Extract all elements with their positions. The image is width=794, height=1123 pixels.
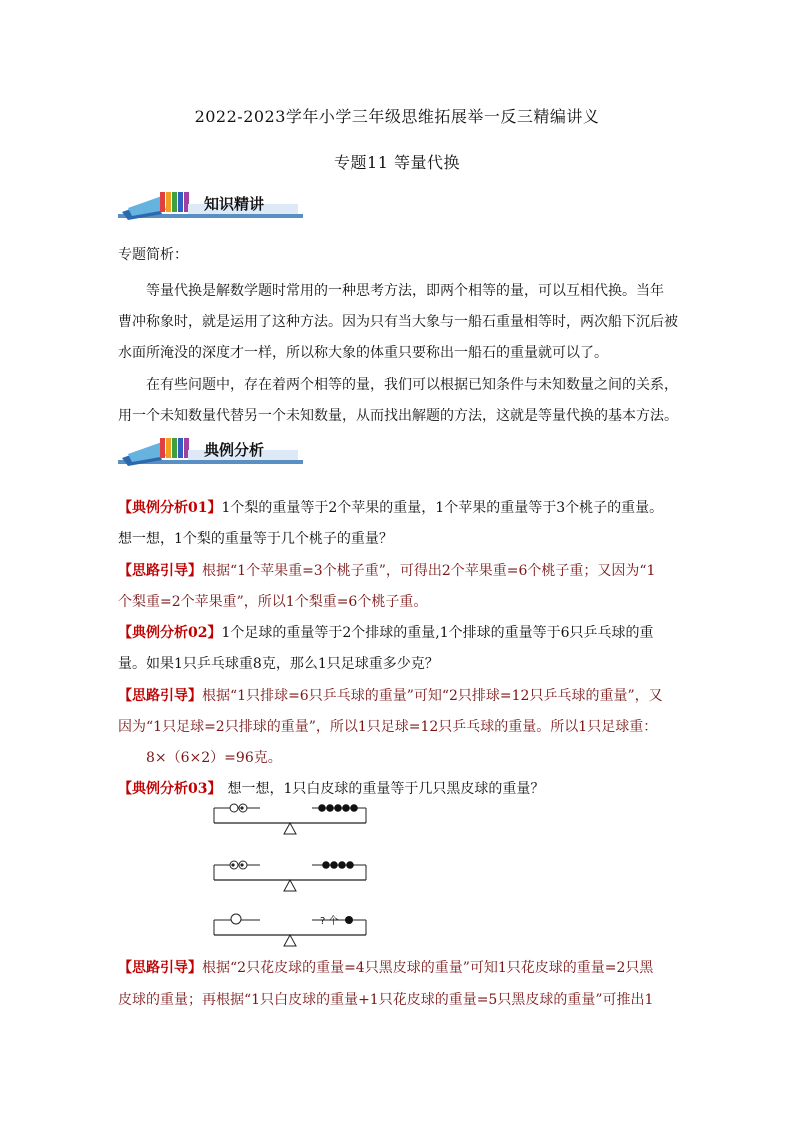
example2-hint1: 根据“1只排球=6只乒乓球的重量”可知“2只排球=12只乒乓球的重量”，又: [202, 688, 663, 704]
example2-hint-tag: 【思路引导】: [118, 688, 202, 704]
example1-hint-line1: [118, 556, 688, 586]
example2-tag: 【典例分析02】: [118, 625, 222, 641]
example3-question: [118, 774, 688, 804]
example3-hint1: 根据“2只花皮球的重量=4只黑皮球的重量”可知1只花皮球的重量=2只黑: [202, 960, 654, 976]
example1-hint-line2: 个梨重=2个苹果重”，所以1个梨重=6个桃子重。: [118, 594, 428, 610]
example1-hint1: 根据“1个苹果重=3个桃子重”，可得出2个苹果重=6个桃子重；又因为“1: [202, 563, 656, 579]
example1-question-line2: 想一想，1个梨的重量等于几个桃子的重量？: [118, 531, 393, 547]
doc-title: 2022-2023学年小学三年级思维拓展举一反三精编讲义: [194, 107, 600, 126]
black-ball-icon: [334, 804, 342, 812]
example2-question-line2: 量。如果1只乒乓球重8克，那么1只足球重多少克？: [118, 656, 439, 672]
section-banner-knowledge: [118, 190, 308, 224]
section-label-knowledge: 知识精讲: [204, 195, 265, 213]
black-ball-icon: [338, 861, 346, 869]
para1-line3: 水面所淹没的深度才一样，所以称大象的体重只要称出一船石的重量就可以了。: [118, 345, 608, 361]
section-banner-examples: [118, 436, 308, 470]
example3-hint-line2: 皮球的重量；再根据“1只白皮球的重量+1只花皮球的重量=5只黑皮球的重量”可推出1: [118, 992, 654, 1008]
question-count-label: ? 个: [320, 916, 339, 927]
intro-label: 专题简析：: [118, 247, 188, 263]
black-ball-icon: [322, 861, 330, 869]
scale-3: [214, 914, 366, 946]
black-ball-icon: [318, 804, 326, 812]
para1-line2: 曹冲称象时，就是运用了这种方法。因为只有当大象与一船石重量相等时，两次船下沉后被: [118, 314, 678, 330]
black-ball-icon: [342, 804, 350, 812]
example3-hint-tag: 【思路引导】: [118, 960, 202, 976]
para1-line1: 等量代换是解数学题时常用的一种思考方法，即两个相等的量，可以互相代换。当年: [146, 283, 664, 299]
example3-tag: 【典例分析03】: [118, 781, 222, 797]
black-ball-icon: [330, 861, 338, 869]
para2-line1: 在有些问题中，存在着两个相等的量，我们可以根据已知条件与未知数量之间的关系，: [146, 377, 678, 393]
doc-subtitle: 专题11 等量代换: [334, 153, 460, 172]
white-ball-icon: [230, 804, 238, 812]
example1-q1: 1个梨的重量等于2个苹果的重量，1个苹果的重量等于3个桃子的重量。: [221, 500, 664, 516]
example2-q1: 1个足球的重量等于2个排球的重量,1个排球的重量等于6只乒乓球的重: [221, 625, 654, 641]
example2-hint-line1: [118, 681, 688, 711]
example2-question-line1: [118, 618, 688, 648]
example1-question-line1: [118, 493, 688, 523]
scale-2: [214, 861, 366, 891]
black-ball-icon: [346, 861, 354, 869]
scale-1: [214, 804, 366, 834]
example2-hint-line3: 8×（6×2）=96克。: [146, 750, 282, 766]
example3-hint-line1: [118, 953, 688, 983]
white-ball-icon: [231, 914, 241, 924]
example3-q: 想一想，1只白皮球的重量等于几只黑皮球的重量？: [227, 781, 545, 797]
balance-scales-figure: [200, 802, 380, 952]
example1-hint-tag: 【思路引导】: [118, 563, 202, 579]
black-ball-icon: [350, 804, 358, 812]
black-ball-icon: [326, 804, 334, 812]
para2-line2: 用一个未知数量代替另一个未知数量，从而找出解题的方法，这就是等量代换的基本方法。: [118, 408, 678, 424]
black-ball-icon: [345, 916, 353, 924]
section-label-examples: 典例分析: [204, 441, 265, 459]
example1-tag: 【典例分析01】: [118, 500, 222, 516]
example2-hint-line2: 因为“1只足球=2只排球的重量”，所以1只足球=12只乒乓球的重量。所以1只足球重：: [118, 719, 658, 735]
